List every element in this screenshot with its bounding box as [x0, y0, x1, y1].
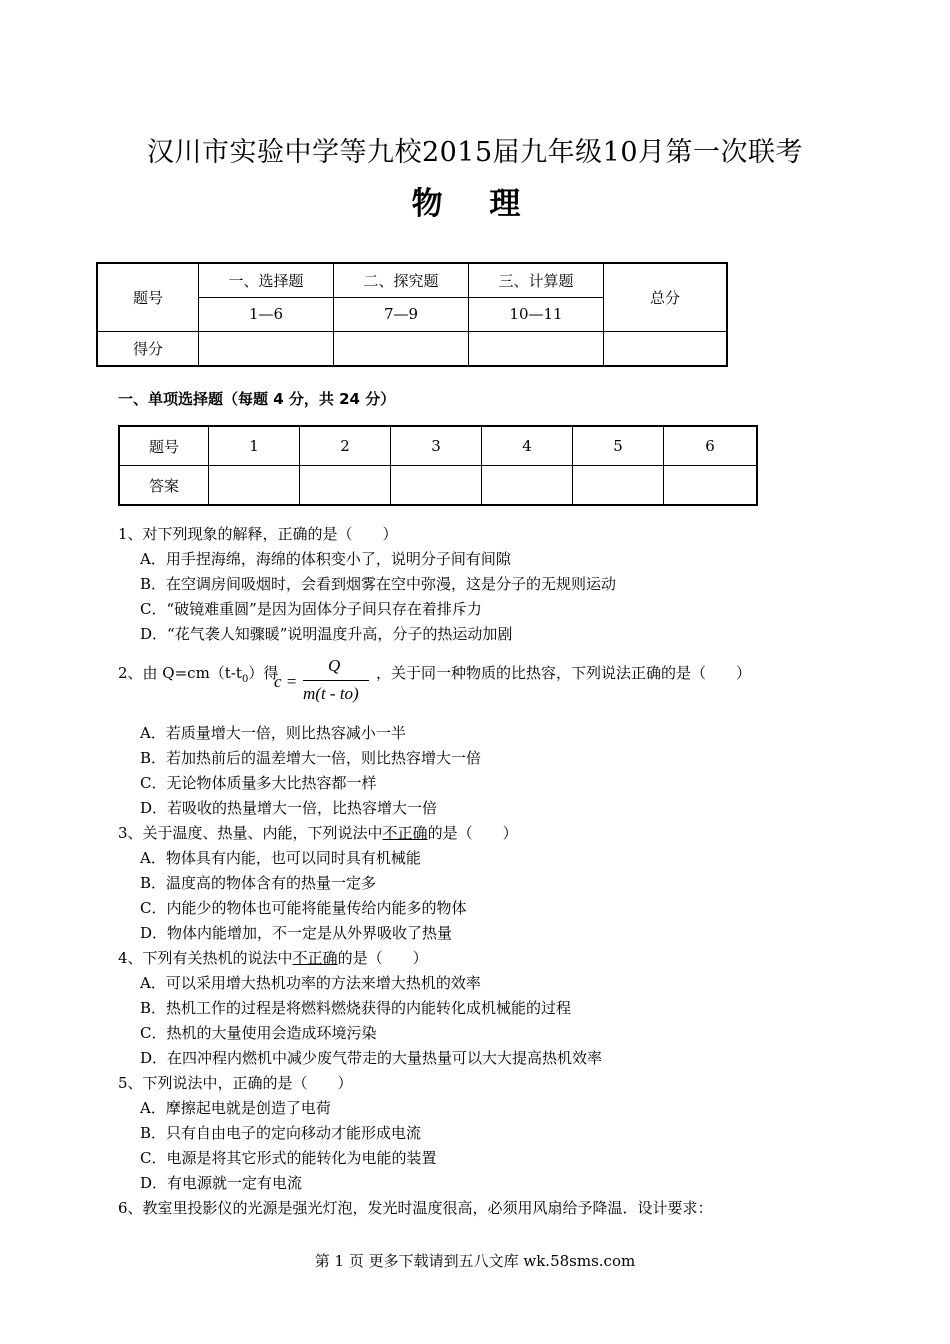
question-5-option-d: D．有电源就一定有电流 — [140, 1174, 303, 1192]
formula-lhs: c = — [274, 672, 298, 691]
score-table-row-label: 题号 — [97, 263, 199, 331]
score-cell — [604, 331, 728, 366]
question-4-stem — [118, 948, 428, 968]
specific-heat-formula — [270, 656, 375, 706]
score-cell — [334, 331, 469, 366]
score-table-range: 7—9 — [334, 297, 469, 331]
formula-numerator: Q — [328, 656, 341, 675]
q4-stem-after: 的是（ ） — [337, 949, 428, 967]
q2-stem-mid: ）得 — [248, 664, 279, 682]
fraction-bar — [303, 680, 369, 681]
question-3-stem — [118, 823, 518, 843]
score-table-range: 10—11 — [469, 297, 604, 331]
question-3-option-c: C．内能少的物体也可能将能量传给内能多的物体 — [140, 899, 467, 917]
answer-table — [118, 425, 758, 506]
question-2-option-b: B．若加热前后的温差增大一倍，则比热容增大一倍 — [140, 749, 482, 767]
answer-table-number: 1 — [209, 426, 300, 466]
answer-cell — [573, 466, 664, 506]
q3-stem-after: 的是（ ） — [427, 824, 518, 842]
question-4-option-d: D．在四冲程内燃机中减少废气带走的大量热量可以大大提高热机效率 — [140, 1049, 603, 1067]
answer-table-number: 5 — [573, 426, 664, 466]
question-2-option-a: A．若质量增大一倍，则比热容减小一半 — [140, 724, 406, 742]
exam-title: 汉川市实验中学等九校2015届九年级10月第一次联考 — [146, 137, 804, 168]
q4-stem-before: 4、下列有关热机的说法中 — [118, 949, 293, 967]
question-1-option-d: D．“花气袭人知骤暖”说明温度升高，分子的热运动加剧 — [140, 625, 513, 643]
question-4-option-c: C．热机的大量使用会造成环境污染 — [140, 1024, 377, 1042]
score-table-score-label: 得分 — [97, 331, 199, 366]
question-3-option-b: B．温度高的物体含有的热量一定多 — [140, 874, 377, 892]
question-1-option-b: B．在空调房间吸烟时，会看到烟雾在空中弥漫，这是分子的无规则运动 — [140, 575, 617, 593]
subject-title: 物 理 — [411, 186, 539, 222]
question-1-option-a: A．用手捏海绵，海绵的体积变小了，说明分子间有间隙 — [140, 550, 511, 568]
question-6-stem: 6、教室里投影仪的光源是强光灯泡，发光时温度很高，必须用风扇给予降温．设计要求： — [118, 1199, 713, 1217]
answer-table-row-label: 题号 — [119, 426, 209, 466]
answer-cell — [664, 466, 758, 506]
question-2-stem-start — [118, 663, 278, 690]
q3-stem-before: 3、关于温度、热量、内能，下列说法中 — [118, 824, 383, 842]
question-1-option-c: C．“破镜难重圆”是因为固体分子间只存在着排斥力 — [140, 600, 482, 618]
answer-cell — [300, 466, 391, 506]
question-5-stem: 5、下列说法中，正确的是（ ） — [118, 1074, 353, 1092]
question-3-option-a: A．物体具有内能，也可以同时具有机械能 — [140, 849, 421, 867]
score-table-range: 1—6 — [199, 297, 334, 331]
answer-table-number: 2 — [300, 426, 391, 466]
answer-table-number: 3 — [391, 426, 482, 466]
question-3-option-d: D．物体内能增加，不一定是从外界吸收了热量 — [140, 924, 453, 942]
score-cell — [199, 331, 334, 366]
answer-cell — [391, 466, 482, 506]
q2-stem-before: 2、由 Q=cm（t-t — [118, 664, 242, 682]
section-heading: 一、单项选择题（每题 4 分，共 24 分） — [118, 390, 396, 408]
question-1-stem: 1、对下列现象的解释，正确的是（ ） — [118, 525, 398, 543]
question-5-option-a: A．摩擦起电就是创造了电荷 — [140, 1099, 331, 1117]
score-table-col-calc: 三、计算题 — [469, 263, 604, 297]
question-2-stem-end: ，关于同一种物质的比热容，下列说法正确的是（ ） — [376, 664, 752, 682]
answer-table-answer-label: 答案 — [119, 466, 209, 506]
formula-denominator: m(t - to) — [303, 684, 359, 703]
question-5-option-b: B．只有自由电子的定向移动才能形成电流 — [140, 1124, 422, 1142]
question-2-option-d: D．若吸收的热量增大一倍，比热容增大一倍 — [140, 799, 438, 817]
page-footer: 第 1 页 更多下载请到五八文库 wk.58sms.com — [314, 1252, 636, 1270]
answer-cell — [482, 466, 573, 506]
score-table-col-inquiry: 二、探究题 — [334, 263, 469, 297]
question-4-option-a: A．可以采用增大热机功率的方法来增大热机的效率 — [140, 974, 481, 992]
question-4-option-b: B．热机工作的过程是将燃料燃烧获得的内能转化成机械能的过程 — [140, 999, 572, 1017]
q4-stem-underlined: 不正确 — [292, 949, 338, 967]
score-table — [96, 262, 728, 367]
q2-stem-subscript: 0 — [241, 674, 249, 685]
score-table-col-choice: 一、选择题 — [199, 263, 334, 297]
answer-cell — [209, 466, 300, 506]
question-2-option-c: C．无论物体质量多大比热容都一样 — [140, 774, 377, 792]
question-5-option-c: C．电源是将其它形式的能转化为电能的装置 — [140, 1149, 437, 1167]
answer-table-number: 6 — [664, 426, 758, 466]
answer-table-number: 4 — [482, 426, 573, 466]
q3-stem-underlined: 不正确 — [382, 824, 428, 842]
score-cell — [469, 331, 604, 366]
score-table-total: 总分 — [604, 263, 728, 331]
